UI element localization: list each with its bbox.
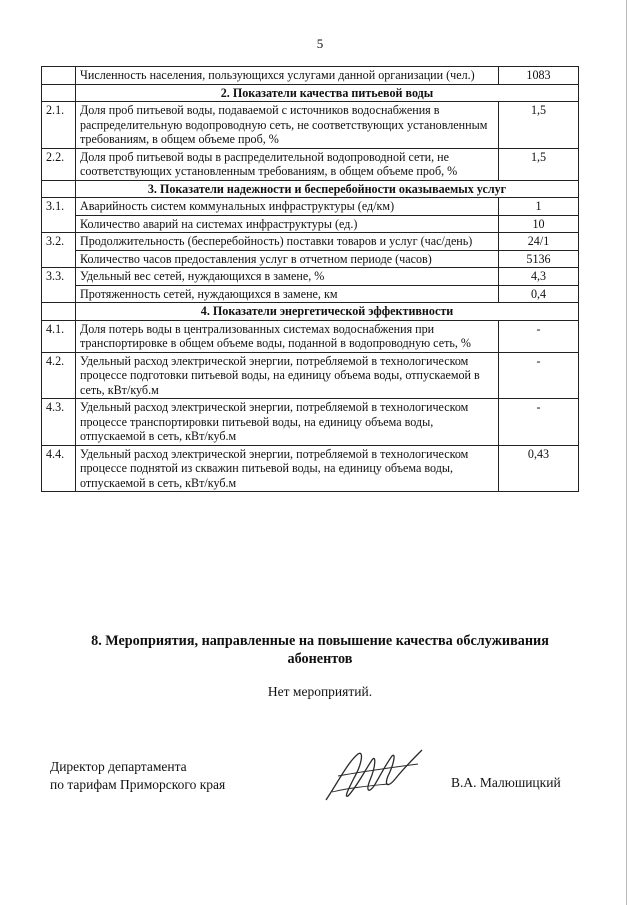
- indicator-value: 10: [499, 215, 579, 233]
- section-title: 4. Показатели энергетической эффективности: [76, 303, 579, 321]
- table-row: [42, 198, 579, 216]
- indicator-value: 0,43: [499, 445, 579, 492]
- row-number: 2.1.: [42, 102, 76, 149]
- row-number: 4.4.: [42, 445, 76, 492]
- section-8-heading: 8. Мероприятия, направленные на повышение качества обслуживания абонентов: [91, 633, 549, 667]
- indicator-name: Доля потерь воды в централизованных системах водоснабжения при транспортировке в общем объеме воды, поданной в водопроводную сеть, %: [76, 320, 499, 352]
- indicator-value: 24/1: [499, 233, 579, 251]
- indicator-value: -: [499, 352, 579, 399]
- handwritten-signature: [318, 742, 428, 812]
- indicator-name: Доля проб питьевой воды в распределительной водопроводной сети, не соответствующих установленным требованиям, в общем объеме проб, %: [76, 148, 499, 180]
- row-number: 2.2.: [42, 148, 76, 180]
- indicator-name: Удельный расход электрической энергии, потребляемой в технологическом процессе поднятой из скважин питьевой воды, на единицу объема воды, отпускаемой в сеть, кВт/куб.м: [76, 445, 499, 492]
- table-row: [42, 320, 579, 352]
- indicator-name: Удельный вес сетей, нуждающихся в замене, %: [76, 268, 499, 286]
- table-row: [42, 67, 579, 85]
- row-number: [42, 303, 76, 321]
- signer-position-line-1: Директор департамента: [50, 759, 187, 774]
- indicator-value: -: [499, 399, 579, 446]
- indicators-table: [41, 66, 579, 492]
- indicator-name: Численность населения, пользующихся услугами данной организации (чел.): [76, 67, 499, 85]
- indicator-value: 1,5: [499, 102, 579, 149]
- row-number: 4.1.: [42, 320, 76, 352]
- indicator-value: 5136: [499, 250, 579, 268]
- indicator-name: Продолжительность (бесперебойность) поставки товаров и услуг (час/день): [76, 233, 499, 251]
- table-row: [42, 268, 579, 286]
- page-edge-mark: [626, 0, 627, 905]
- signer-name: В.А. Малюшицкий: [451, 775, 561, 790]
- row-number: [42, 84, 76, 102]
- section-8-content: Нет мероприятий.: [267, 684, 373, 699]
- table-row: [42, 445, 579, 492]
- indicators-table-body: [42, 67, 579, 492]
- indicator-name: Удельный расход электрической энергии, потребляемой в технологическом процессе транспортировки питьевой воды, на единицу объема воды, отпускаемой в сеть, кВт/куб.м: [76, 399, 499, 446]
- table-row: [42, 102, 579, 149]
- indicator-value: 0,4: [499, 285, 579, 303]
- signer-position: [50, 758, 225, 794]
- table-row: [42, 250, 579, 268]
- row-number: 3.3.: [42, 268, 76, 303]
- indicator-name: Количество аварий на системах инфраструктуры (ед.): [76, 215, 499, 233]
- indicator-value: -: [499, 320, 579, 352]
- table-row: [42, 233, 579, 251]
- indicator-name: Доля проб питьевой воды, подаваемой с источников водоснабжения в распределительную водопроводную сеть, не соответствующих установленным требованиям, в общем объеме проб, %: [76, 102, 499, 149]
- indicator-value: 1,5: [499, 148, 579, 180]
- table-row: [42, 148, 579, 180]
- table-section-row: [42, 84, 579, 102]
- section-title: 2. Показатели качества питьевой воды: [76, 84, 579, 102]
- row-number: 3.2.: [42, 233, 76, 268]
- indicator-name: Количество часов предоставления услуг в отчетном периоде (часов): [76, 250, 499, 268]
- table-row: [42, 285, 579, 303]
- signer-position-line-2: по тарифам Приморского края: [50, 777, 226, 792]
- row-number: [42, 67, 76, 85]
- table-section-row: [42, 303, 579, 321]
- table-row: [42, 352, 579, 399]
- row-number: [42, 180, 76, 198]
- indicator-name: Протяженность сетей, нуждающихся в замене, км: [76, 285, 499, 303]
- row-number: 4.2.: [42, 352, 76, 399]
- table-row: [42, 215, 579, 233]
- indicator-value: 1: [499, 198, 579, 216]
- indicator-name: Удельный расход электрической энергии, потребляемой в технологическом процессе подготовки питьевой воды, на единицу объема воды, отпускаемой в сеть, кВт/куб.м: [76, 352, 499, 399]
- table-row: [42, 399, 579, 446]
- table-section-row: [42, 180, 579, 198]
- indicator-value: 1083: [499, 67, 579, 85]
- indicator-value: 4,3: [499, 268, 579, 286]
- page-number: 5: [316, 36, 324, 51]
- section-title: 3. Показатели надежности и бесперебойности оказываемых услуг: [76, 180, 579, 198]
- indicator-name: Аварийность систем коммунальных инфраструктуры (ед/км): [76, 198, 499, 216]
- row-number: 4.3.: [42, 399, 76, 446]
- row-number: 3.1.: [42, 198, 76, 233]
